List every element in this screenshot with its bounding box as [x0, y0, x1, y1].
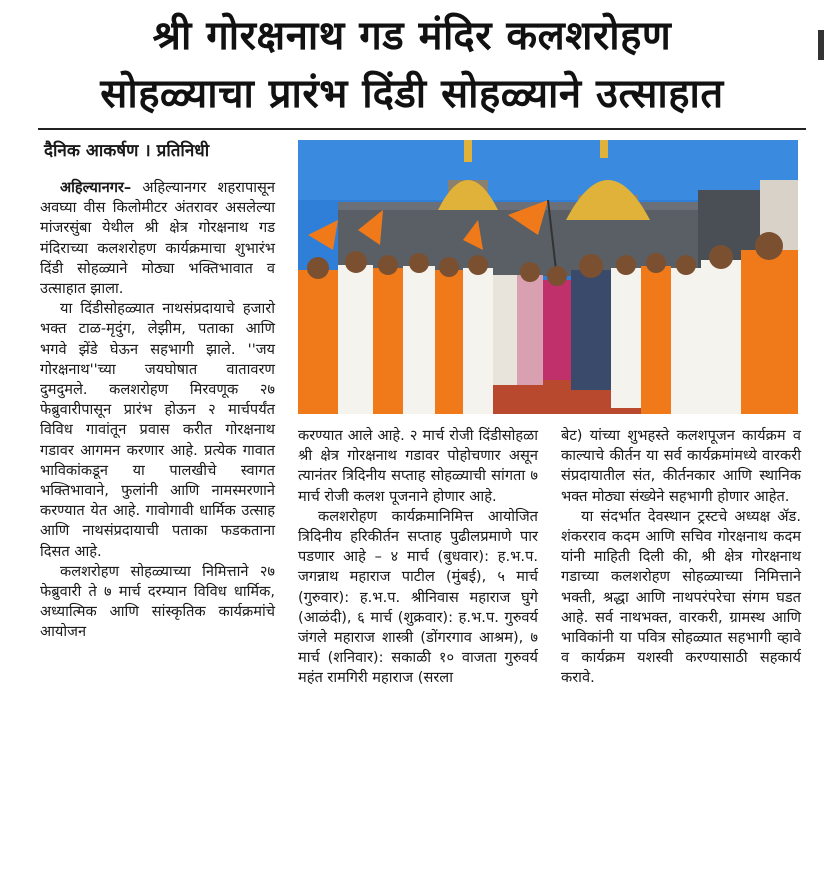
- paragraph: या दिंडीसोहळ्यात नाथसंप्रदायाचे हजारो भक्त टाळ-मृदुंग, लेझीम, पताका आणि भगवे झेंडे घेऊन सहभागी झाले. ''जय गोरक्षनाथ''च्या जयघोषात वातावरण दुमदुमले. कलशरोहण मिरवणूक २७ फेब्रुवारीपासून प्रारंभ होऊन २ मार्चपर्यंत विविध गावांतून प्रवास करीत गोरक्षनाथ गडावर आगमन करणार आहे. प्रत्येक गावात भाविकांकडून या पालखीचे स्वागत भक्तिभावाने, फुलांनी आणि नामस्मरणाने करण्यात येत आहे. गावोगावी धार्मिक उत्साह आणि नाथसंप्रदायाची पताका फडकताना दिसत आहे.: [40, 300, 275, 560]
- article-column-1: [40, 178, 275, 643]
- paragraph: करण्यात आले आहे. २ मार्च रोजी दिंडीसोहळा श्री क्षेत्र गोरक्षनाथ गडावर पोहोचणार असून त्यानंतर त्रिदिनीय सप्ताह सोहळ्याची सांगता ७ मार्च रोजी कलश पूजनाने होणार आहे.: [298, 427, 538, 505]
- paragraph: या संदर्भात देवस्थान ट्रस्टचे अध्यक्ष ॲड. शंकरराव कदम आणि सचिव गोरक्षनाथ कदम यांनी माहिती दिली की, श्री क्षेत्र गोरक्षनाथ गडाच्या कलशरोहण सोहळ्याच्या निमित्ताने भक्ती, श्रद्धा आणि नाथपरंपरेचा संगम घडत आहे. सर्व नाथभक्त, वारकरी, ग्रामस्थ आणि भाविकांनी या पवित्र सोहळ्यात सहभागी व्हावे व कार्यक्रम यशस्वी करण्यासाठी सहकार्य करावे.: [561, 507, 801, 687]
- temple-procession-photo: [298, 140, 798, 414]
- paragraph-text: अहिल्यानगर शहरापासून अवघ्या वीस किलोमीटर अंतरावर असलेल्या मांजरसुंबा येथील श्री क्षेत्र गोरक्षनाथ गड मंदिराच्या कलशरोहण कार्यक्रमाचा शुभारंभ दिंडी सोहळ्याने मोठ्या भक्तिभावात व उत्साहात झाला.: [40, 179, 275, 298]
- headline-line-1: श्री गोरक्षनाथ गड मंदिर कलशरोहण: [152, 13, 672, 59]
- paragraph: [40, 178, 275, 299]
- paragraph: कलशरोहण कार्यक्रमानिमित्त आयोजित त्रिदिनीय हरिकीर्तन सप्ताह पुढीलप्रमाणे पार पडणार आहे – ४ मार्च (बुधवार): ह.भ.प. जगन्नाथ महाराज पाटील (मुंबई), ५ मार्च (गुरुवार): ह.भ.प. श्रीनिवास महाराज घुगे (आळंदी), ६ मार्च (शुक्रवार): ह.भ.प. गुरुवर्य जंगले महाराज शास्त्री (डोंगरगाव आश्रम), ७ मार्च (शनिवार): सकाळी १० वाजता गुरुवर्य महंत रामगिरी महाराज (सरला: [298, 507, 538, 687]
- headline-divider: [38, 128, 806, 130]
- page-edge-mark: [818, 30, 824, 60]
- dateline: अहिल्यानगर–: [60, 179, 132, 196]
- article-column-2: [298, 426, 538, 689]
- photo-illustration: [298, 140, 798, 414]
- paragraph: बेट) यांच्या शुभहस्ते कलशपूजन कार्यक्रम व काल्याचे कीर्तन या सर्व कार्यक्रमांमध्ये वारकरी संप्रदायातील संत, कीर्तनकार आणि स्थानिक भक्त मोठ्या संख्येने सहभागी होणार आहेत.: [561, 427, 801, 505]
- article-column-3: [561, 426, 801, 689]
- headline-line-2: सोहळ्याचा प्रारंभ दिंडी सोहळ्याने उत्साहात: [100, 71, 724, 117]
- byline: दैनिक आकर्षण । प्रतिनिधी: [44, 141, 210, 161]
- paragraph: कलशरोहण सोहळ्याच्या निमित्ताने २७ फेब्रुवारी ते ७ मार्च दरम्यान विविध धार्मिक, अध्यात्मिक आणि सांस्कृतिक कार्यक्रमांचे आयोजन: [40, 562, 275, 641]
